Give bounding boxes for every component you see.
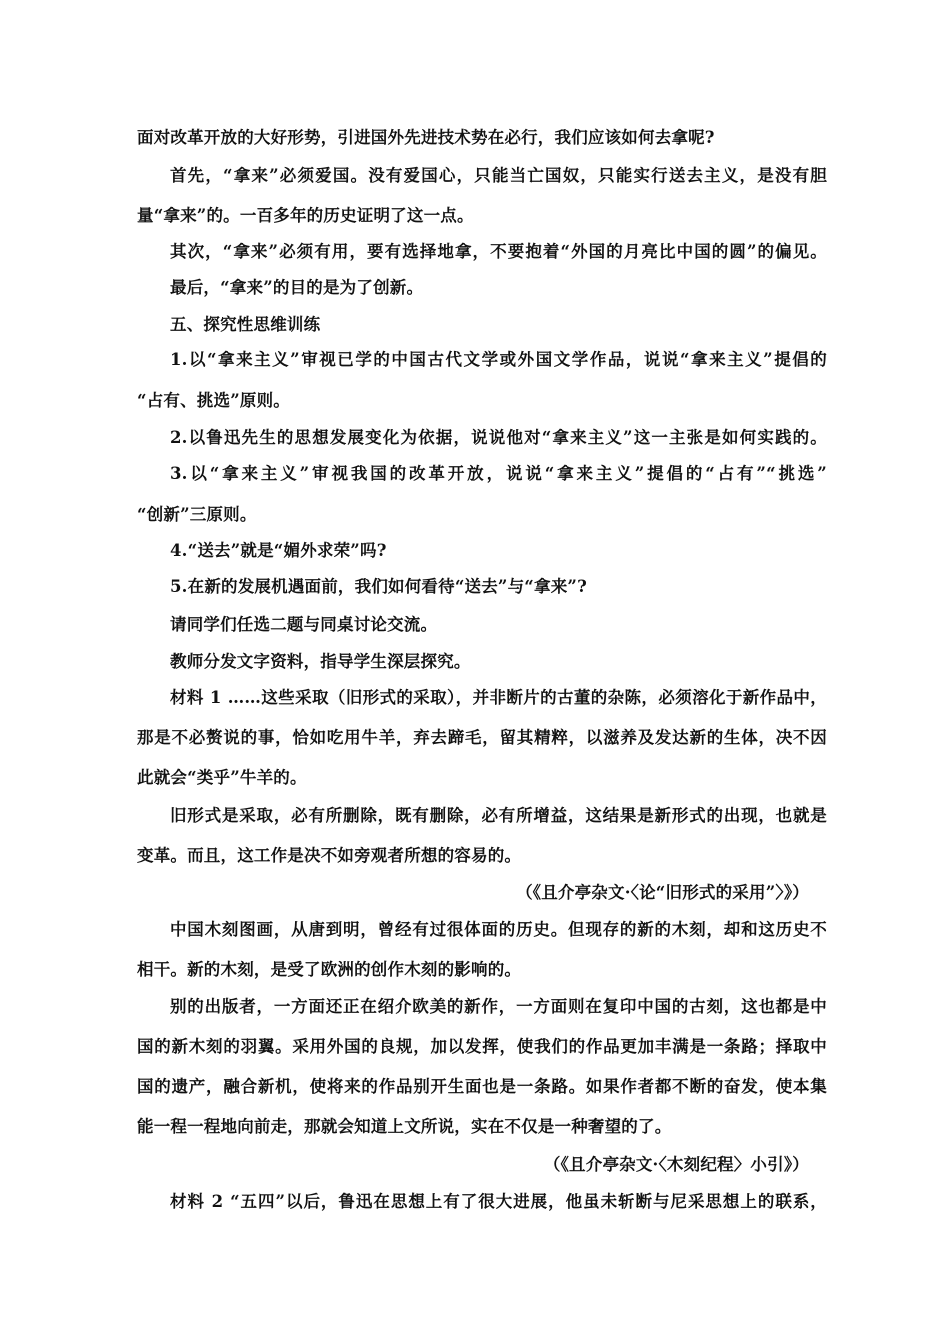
text-line: “占有、挑选”原则。 [137, 391, 290, 410]
question-item: 1.以“拿来主义”审视已学的中国古代文学或外国文学作品，说说“拿来主义”提倡的 [170, 350, 827, 369]
text-line: 别的出版者，一方面还正在绍介欧美的新作，一方面则在复印中国的古刻，这也都是中 [170, 997, 827, 1016]
material-paragraph: 材料 2 “五四”以后，鲁迅在思想上有了很大进展，他虽未斩断与尼采思想上的联系， [170, 1192, 827, 1211]
material-paragraph: 材料 1 ……这些采取（旧形式的采取），并非断片的古董的杂陈，必须溶化于新作品中， [170, 688, 827, 707]
text-line: 相干。新的木刻，是受了欧洲的创作木刻的影响的。 [137, 960, 522, 979]
text-line: 旧形式是采取，必有所删除，既有删除，必有所增益，这结果是新形式的出现，也就是 [170, 806, 827, 825]
text-line: 能一程一程地向前走，那就会知道上文所说，实在不仅是一种奢望的了。 [137, 1117, 672, 1136]
text-line: 国的新木刻的羽翼。采用外国的良规，加以发挥，使我们的作品更加丰满是一条路；择取中 [137, 1037, 827, 1056]
text-line: 中国木刻图画，从唐到明，曾经有过很体面的历史。但现存的新的木刻，却和这历史不 [170, 920, 827, 939]
question-item: 3.以“拿来主义”审视我国的改革开放，说说“拿来主义”提倡的“占有”“挑选” [170, 464, 827, 483]
section-heading: 五、探究性思维训练 [170, 315, 321, 334]
text-line: 国的遗产，融合新机，使将来的作品别开生面也是一条路。如果作者都不断的奋发，使本集 [137, 1077, 827, 1096]
text-line: 教师分发文字资料，指导学生深层探究。 [170, 652, 471, 671]
citation: （《且介亭杂文·〈论“旧形式的采用”〉》） [516, 883, 809, 902]
text-line: 那是不必赘说的事，恰如吃用牛羊，弃去蹄毛，留其精粹，以滋养及发达新的生体，决不因 [137, 728, 827, 747]
text-line: 变革。而且，这工作是决不如旁观者所想的容易的。 [137, 846, 522, 865]
text-line: 此就会“类乎”牛羊的。 [137, 768, 307, 787]
text-line: 首先，“拿来”必须爱国。没有爱国心，只能当亡国奴，只能实行送去主义，是没有胆 [170, 166, 827, 185]
text-line: 其次，“拿来”必须有用，要有选择地拿，不要抱着“外国的月亮比中国的圆”的偏见。 [170, 242, 827, 261]
text-line: “创新”三原则。 [137, 505, 257, 524]
text-line: 面对改革开放的大好形势，引进国外先进技术势在必行，我们应该如何去拿呢? [137, 128, 715, 147]
text-line: 量“拿来”的。一百多年的历史证明了这一点。 [137, 206, 474, 225]
text-line: 最后，“拿来”的目的是为了创新。 [170, 278, 424, 297]
question-item: 4.“送去”就是“媚外求荣”吗? [170, 541, 387, 560]
text-line: 请同学们任选二题与同桌讨论交流。 [170, 615, 438, 634]
question-item: 2.以鲁迅先生的思想发展变化为依据，说说他对“拿来主义”这一主张是如何实践的。 [170, 428, 827, 447]
question-item: 5.在新的发展机遇面前，我们如何看待“送去”与“拿来”? [170, 577, 587, 596]
citation: （《且介亭杂文·〈木刻纪程〉小引》） [543, 1155, 809, 1174]
